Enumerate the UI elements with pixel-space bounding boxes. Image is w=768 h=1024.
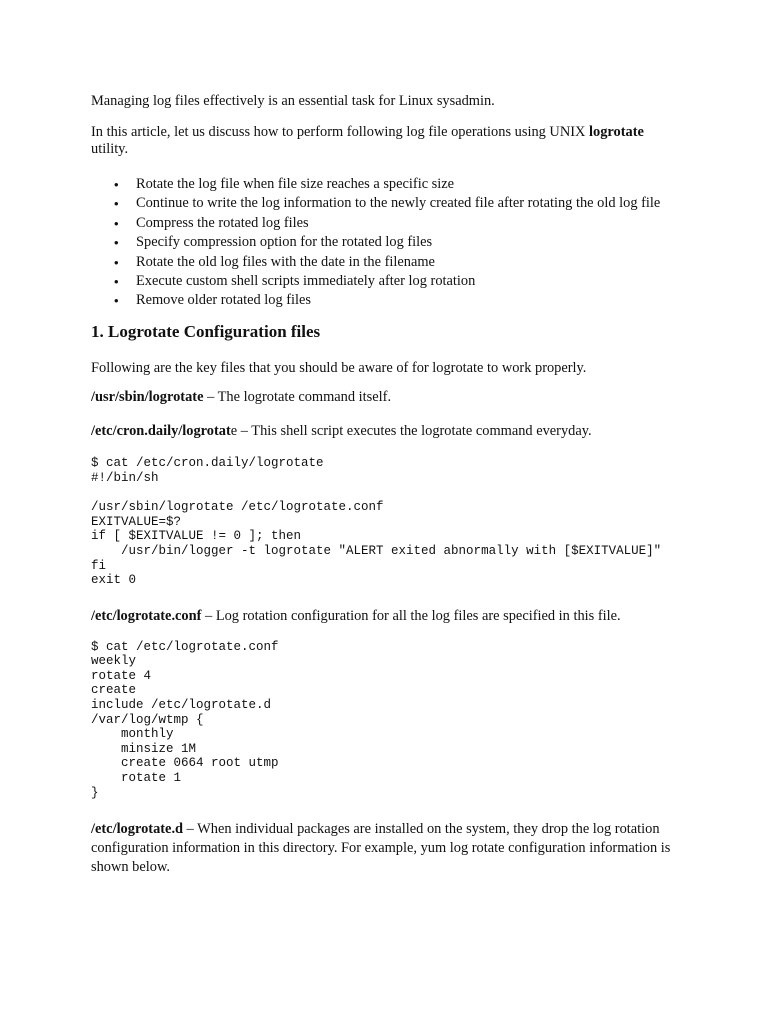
list-item: • Rotate the old log files with the date in the filename <box>136 254 681 271</box>
list-item: • Specify compression option for the rotated log files <box>136 234 681 251</box>
article-text-pre: In this article, let us discuss how to perform following log file operations using UNIX <box>91 124 589 140</box>
section-heading: 1. Logrotate Configuration files <box>91 322 321 342</box>
logrotated-paragraph <box>91 820 681 877</box>
code-block-crondaily: $ cat /etc/cron.daily/logrotate #!/bin/sh /usr/sbin/logrotate /etc/logrotate.conf EXITVALUE=$? if [ $EXITVALUE != 0 ]; then /usr/bin/logger -t logrotate "ALERT exited abnormally with [$EXITVALUE]" fi exit 0 <box>91 456 662 588</box>
conf-path: /etc/logrotate.conf <box>91 607 202 624</box>
sbin-path: /usr/sbin/logrotate <box>91 389 204 406</box>
logrotated-path: /etc/logrotate.d <box>91 821 184 838</box>
crondaily-paragraph <box>91 423 681 440</box>
following-text: Following are the key files that you should be aware of for logrotate to work properly. <box>91 360 587 377</box>
list-item: • Remove older rotated log files <box>136 292 681 309</box>
code-block-logrotate-conf: $ cat /etc/logrotate.conf weekly rotate 4 create include /etc/logrotate.d /var/log/wtmp { monthly minsize 1M create 0664 root utmp rotate 1 } <box>91 639 279 800</box>
feature-list <box>91 176 681 309</box>
sbin-description: – The logrotate command itself. <box>203 389 392 406</box>
intro-text: Managing log files effectively is an essential task for Linux sysadmin. <box>91 93 495 109</box>
article-paragraph <box>91 124 681 158</box>
document-body <box>91 93 681 877</box>
list-item: • Rotate the log file when file size reaches a specific size <box>136 176 681 193</box>
list-item: • Compress the rotated log files <box>136 215 681 232</box>
article-text-post: utility. <box>91 141 129 157</box>
logrotated-description: – When individual packages are installed on the system, they drop the log rotation configuration information in this directory. For example, yum log rotate configuration information is shown below. <box>91 821 671 876</box>
sbin-paragraph <box>91 389 681 406</box>
conf-description: – Log rotation configuration for all the log files are specified in this file. <box>201 607 621 624</box>
crondaily-path: /etc/cron.daily/logrotat <box>91 423 231 440</box>
crondaily-description: e – This shell script executes the logrotate command everyday. <box>230 423 592 440</box>
intro-paragraph <box>91 93 681 110</box>
conf-paragraph <box>91 608 681 625</box>
list-item: • Execute custom shell scripts immediately after log rotation <box>136 273 681 290</box>
logrotate-keyword: logrotate <box>589 124 644 140</box>
following-paragraph <box>91 360 681 377</box>
list-item: • Continue to write the log information to the newly created file after rotating the old log file <box>136 195 681 212</box>
